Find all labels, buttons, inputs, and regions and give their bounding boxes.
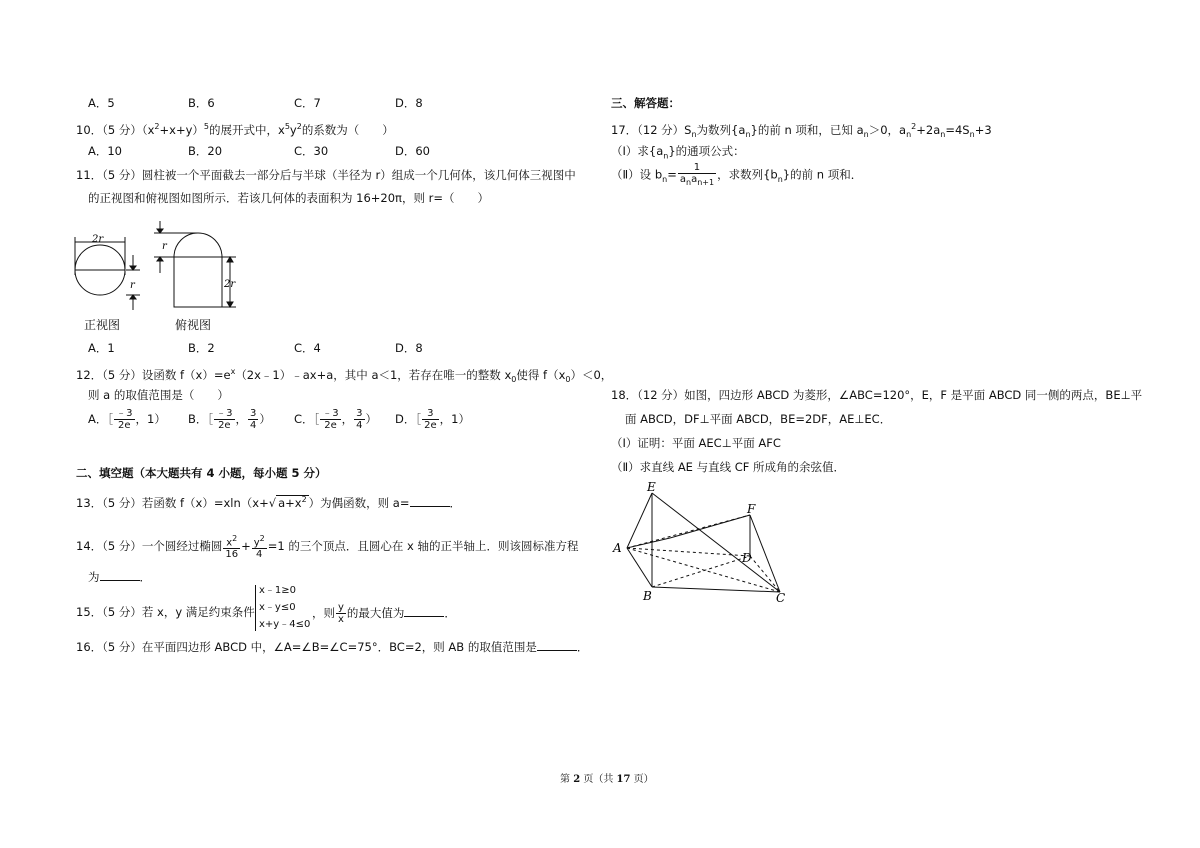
q13-sup: 2: [301, 495, 307, 504]
q14-text: 14．（5 分）一个圆经过椭圆: [76, 539, 223, 554]
q10-text: y: [289, 122, 297, 137]
q10-option-d: D．60: [395, 144, 430, 158]
q10-sup: 2: [154, 122, 160, 131]
top-view-caption: 俯视图: [175, 318, 212, 332]
question-16: 16．（5 分）在平面四边形 ABCD 中，∠A=∠B=∠C=75°．BC=2，则 AB 的取值范围是 ．: [76, 640, 589, 654]
q12-option-d: D．［ $\frac{3}{2e}$ ，1）: [395, 408, 470, 431]
q15-constraint-3: x+y﹣4≤0: [259, 619, 311, 630]
q12-option-b: B．［ $\frac{﹣3}{2e}$ ， $\frac{3}{4}$ ）: [188, 408, 271, 431]
q10-option-a: A．10: [88, 144, 123, 158]
q15-answer-blank: [404, 606, 444, 617]
q18-label-e: E: [647, 480, 656, 494]
q13-sqrt: a+x: [278, 495, 302, 510]
q18-label-c: C: [776, 591, 786, 605]
q12-sup: x: [230, 367, 236, 376]
q18-label-f: F: [747, 502, 756, 516]
q15-tail: ，则 $\frac{y}{x}$ 的最大值为 ．: [312, 602, 456, 625]
q10-sup: 5: [203, 122, 209, 131]
q9-option-d: D．8: [395, 96, 423, 110]
q18-solid-figure: [610, 480, 800, 605]
q14-text: =1 的三个顶点．且圆心在 x 轴的正半轴上．则该圆标准方程: [267, 539, 579, 554]
q10-option-c: C．30: [294, 144, 329, 158]
page-footer: 第 2 页（共 17 页）: [560, 774, 654, 785]
question-10: [76, 120, 394, 137]
q11-option-c: C．4: [294, 341, 321, 355]
q17-line-1: 17．（12 分）$S_n$为数列$\{a_n\}$的前 n 项和，已知 $a_n>0$，$a_n^2+2a_n=4S_n+3$: [611, 122, 992, 140]
q10-sup: 2: [296, 122, 302, 131]
q12-text: ）＜0，: [570, 367, 613, 382]
q9-option-a: A．5: [88, 96, 115, 110]
q14-fraction-x: $\frac{x^2}{16}$: [225, 534, 239, 561]
q17-fraction: $\frac{1}{a_na_{n+1}}$: [679, 162, 715, 187]
q12-line-2: 则 a 的取值范围是（ ）: [88, 388, 229, 402]
q14-fraction-y: $\frac{y^2}{4}$: [253, 534, 265, 561]
q14-text: +: [241, 539, 251, 554]
top-view-label-2r: 2r: [224, 279, 236, 290]
q9-option-b: B．6: [188, 96, 215, 110]
q15-text: 15．（5 分）若 x，y 满足约束条件: [76, 605, 255, 619]
q18-part-1: （Ⅰ）证明：平面 AEC⊥平面 AFC: [611, 436, 781, 450]
q10-sup: 5: [284, 122, 290, 131]
front-view-drawing: [75, 237, 140, 310]
section-2-heading: 二、填空题（本大题共有 4 小题，每小题 5 分）: [76, 466, 327, 480]
q9-option-c: C．7: [294, 96, 321, 110]
q12-text: （2x﹣1）﹣ax+a，其中 a＜1，若存在唯一的整数 x: [235, 367, 512, 382]
q11-option-d: D．8: [395, 341, 423, 355]
section-3-heading: 三、解答题：: [611, 96, 680, 110]
q13-answer-blank: [410, 496, 450, 507]
q11-three-view-figure: [70, 215, 260, 315]
q13-text: ）为偶函数，则 a=: [308, 495, 410, 510]
q12-line-1: [76, 365, 612, 387]
q17-part-2: （Ⅱ）设 $b_n=$ $\frac{1}{a_na_{n+1}}$ ，求数列$\{b_n\}$的前 n 项和．: [611, 162, 863, 187]
q11-line-1: 11．（5 分）圆柱被一个平面截去一部分后与半球（半径为 r）组成一个几何体，该几何体三视图中: [76, 168, 576, 182]
q10-text: +x+y）: [159, 122, 204, 137]
q14-answer-blank: [100, 570, 140, 581]
q12-sub: 0: [511, 375, 517, 385]
q18-figure-lines: [627, 493, 780, 592]
q13-text: 13．（5 分）若函数 f（x）=xln（x+: [76, 495, 269, 510]
q15-constraint-2: x﹣y≤0: [259, 602, 296, 613]
front-view-caption: 正视图: [84, 318, 121, 332]
q15-constraints: [255, 585, 310, 631]
q17-part-1: （I）求$\{a_n\}$的通项公式：: [611, 144, 745, 161]
q10-text: 10．（5 分）（x: [76, 122, 155, 137]
q12-text: 12．（5 分）设函数 f（x）=e: [76, 367, 231, 382]
q12-option-a: A．［ $\frac{﹣3}{2e}$ ，1）: [88, 408, 166, 431]
q15-fraction: $\frac{y}{x}$: [338, 602, 344, 625]
q13-text: ．: [449, 495, 461, 510]
q14-line-2: 为 ．: [88, 570, 151, 584]
q10-option-b: B．20: [188, 144, 223, 158]
q18-label-d: D: [742, 551, 752, 565]
top-view-drawing: [154, 221, 236, 307]
q18-part-2: （Ⅱ）求直线 AE 与直线 CF 所成角的余弦值．: [611, 460, 846, 474]
q18-label-a: A: [613, 541, 622, 555]
q11-option-b: B．2: [188, 341, 215, 355]
front-view-label-r: r: [130, 280, 135, 291]
q16-answer-blank: [537, 640, 577, 651]
q18-hidden-lines: [627, 515, 780, 592]
q12-sub: 0: [565, 375, 571, 385]
question-13: 13．（5 分）若函数 f（x）=xln（x+√ $a+x^2$ ）为偶函数，则 a= ．: [76, 495, 461, 510]
q12-option-c: C．［ $\frac{﹣3}{2e}$ ， $\frac{3}{4}$ ）: [294, 408, 378, 431]
q18-line-2: 面 ABCD，DF⊥平面 ABCD，BE=2DF，AE⊥EC．: [625, 412, 892, 426]
q18-label-b: B: [643, 589, 652, 603]
top-view-label-r: r: [162, 241, 167, 252]
q10-text: 的展开式中，x: [209, 122, 285, 137]
q14-line-1: [76, 533, 578, 560]
q18-line-1: 18．（12 分）如图，四边形 ABCD 为菱形，∠ABC=120°，E，F 是平面 ABCD 同一侧的两点，BE⊥平: [611, 388, 1143, 402]
q11-option-a: A．1: [88, 341, 115, 355]
q12-text: 使得 f（x: [516, 367, 566, 382]
front-view-label-2r: 2r: [92, 234, 104, 245]
q15-constraint-1: x﹣1≥0: [259, 585, 297, 596]
question-15: [76, 605, 255, 619]
q10-text: 的系数为（ ）: [301, 122, 394, 137]
q11-line-2: 的正视图和俯视图如图所示．若该几何体的表面积为 16+20π，则 r=（ ）: [88, 191, 489, 205]
